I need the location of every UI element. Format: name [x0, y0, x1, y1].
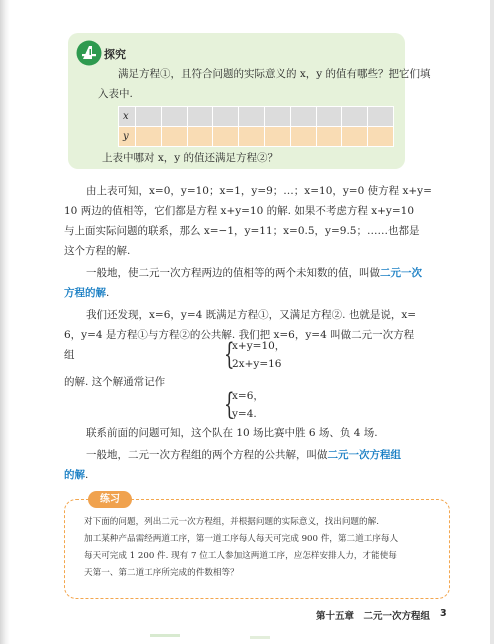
definition1-line1: [86, 263, 422, 283]
definition1-line2: [64, 283, 109, 303]
definition1-end: .: [106, 287, 110, 299]
paragraph1-line2: 10 两边的值相等，它们都是方程 x+y=10 的解. 如果不考虑方程 x+y=10: [64, 205, 415, 217]
paragraph4: 的解. 这个解通常记作: [64, 376, 166, 388]
table-label-y: y: [119, 127, 136, 147]
xy-fill-table: [118, 106, 394, 147]
table-cell[interactable]: [290, 107, 316, 127]
paragraph5: 联系前面的问题可知，这个队在 10 场比赛中胜 6 场、负 4 场.: [86, 427, 378, 439]
definition2-term-part2: 的解: [64, 469, 85, 481]
paragraph1-line4: 这个方程的解.: [64, 245, 131, 257]
table-cell[interactable]: [316, 127, 342, 147]
definition2-line2: [64, 465, 88, 485]
explore-question-line3: 上表中哪对 x，y 的值还满足方程②？: [102, 152, 279, 164]
explore-question-line1: 满足方程①，且符合问题的实际意义的 x，y 的值有哪些？把它们填: [118, 68, 431, 80]
table-cell[interactable]: [264, 107, 290, 127]
table-cell[interactable]: [187, 127, 213, 147]
explore-question-line2: 入表中.: [98, 88, 133, 100]
table-cell[interactable]: [342, 127, 368, 147]
definition1-term-part1: 二元一次: [380, 267, 422, 279]
paragraph3-line1: 我们还发现，x=6，y=4 既满足方程①，又满足方程②. 也就是说，x=: [86, 309, 417, 321]
definition2-term-part1: 二元一次方程组: [327, 449, 401, 461]
page-number: 3: [440, 608, 447, 619]
decorative-line: [250, 636, 270, 639]
explore-title: 探究: [104, 48, 126, 61]
table-cell[interactable]: [187, 107, 213, 127]
table-cell[interactable]: [264, 127, 290, 147]
paragraph1-line3: 与上面实际问题的联系，那么 x=−1，y=11；x=0.5，y=9.5；……也都是: [64, 225, 420, 237]
table-cell[interactable]: [213, 107, 239, 127]
table-cell[interactable]: [368, 107, 394, 127]
system1-eq2: 2x+y=16: [232, 358, 282, 370]
exercise-line3: 每天可完成 1 200 件. 现有 7 位工人参加这两道工序，应怎样安排人力，才能使每: [84, 551, 397, 561]
paragraph3-line3: 组: [64, 349, 75, 361]
exercise-line2: 加工某种产品需经两道工序，第一道工序每人每天可完成 900 件，第二道工序每人: [84, 534, 399, 544]
exercise-line1: 对下面的问题，列出二元一次方程组，并根据问题的实际意义，找出问题的解.: [84, 517, 379, 527]
decorative-line: [150, 634, 180, 637]
table-row-x: [119, 107, 394, 127]
system2-eq1: x=6，: [232, 390, 264, 402]
paragraph1-line1: 由上表可知，x=0，y=10；x=1，y=9；…；x=10，y=0 使方程 x+y=: [86, 185, 432, 197]
table-cell[interactable]: [342, 107, 368, 127]
system2-brace: {: [224, 387, 235, 422]
page-edge-right: [490, 0, 494, 644]
table-cell[interactable]: [161, 127, 187, 147]
definition1-term-part2: 方程的解: [64, 287, 106, 299]
footer-chapter: 第十五章 二元一次方程组: [316, 611, 431, 622]
definition2-text: 一般地，二元一次方程组的两个方程的公共解，叫做: [86, 449, 328, 461]
definition2-end: .: [85, 469, 89, 481]
exercise-tag: 练习: [88, 491, 132, 508]
table-cell[interactable]: [239, 107, 265, 127]
table-cell[interactable]: [136, 107, 162, 127]
table-cell[interactable]: [136, 127, 162, 147]
page-edge-left: [0, 0, 10, 644]
table-row-y: [119, 127, 394, 147]
definition1-text: 一般地，使二元一次方程两边的值相等的两个未知数的值，叫做: [86, 267, 380, 279]
table-cell[interactable]: [213, 127, 239, 147]
system1-eq1: x+y=10，: [232, 340, 286, 352]
table-cell[interactable]: [290, 127, 316, 147]
explore-logo-icon: [76, 40, 102, 66]
table-cell[interactable]: [316, 107, 342, 127]
definition2-line1: [86, 445, 401, 465]
table-cell[interactable]: [368, 127, 394, 147]
system2-eq2: y=4.: [232, 408, 257, 420]
system1-brace: {: [224, 337, 235, 372]
paragraph3-line2: 6，y=4 是方程①与方程②的公共解. 我们把 x=6，y=4 叫做二元一次方程: [64, 329, 415, 341]
table-label-x: x: [119, 107, 136, 127]
table-cell[interactable]: [239, 127, 265, 147]
table-cell[interactable]: [161, 107, 187, 127]
exercise-line4: 天第一、第二道工序所完成的件数相等？: [84, 568, 239, 578]
